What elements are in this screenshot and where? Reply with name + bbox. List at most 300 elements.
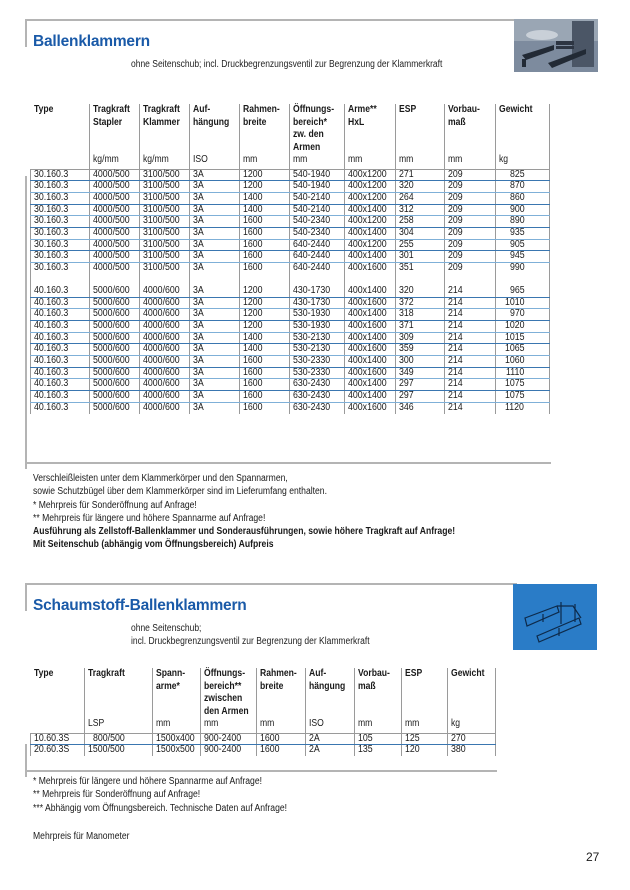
table-cell (240, 356, 290, 368)
table-row (31, 192, 550, 204)
column-header-label: Tragkraft (143, 104, 180, 115)
column-header-label: zw. den (293, 129, 324, 140)
column-unit: mm (448, 154, 463, 165)
section-title-bale-clamps: Ballenklammern (33, 33, 150, 50)
cell-value: 5000/600 (93, 319, 130, 331)
table-cell (31, 367, 90, 379)
table-cell (240, 216, 290, 228)
cell-value: 351 (399, 262, 415, 274)
cell-value: 264 (399, 191, 415, 203)
column-header-label (358, 706, 396, 719)
column-header-label: Vorbau- (448, 104, 481, 115)
table-cell (345, 204, 396, 216)
table-frame-line (25, 744, 27, 772)
cell-value: 4000/600 (143, 284, 180, 296)
cell-value: 214 (448, 331, 464, 343)
cell-value: 870 (510, 180, 525, 192)
cell-value: 530-1930 (293, 308, 331, 320)
cell-value: 1065 (504, 343, 525, 355)
column-header-label (499, 142, 542, 155)
cell-value: 5000/600 (93, 296, 130, 308)
table-cell (396, 344, 445, 356)
cell-value: 1400 (243, 343, 263, 355)
cell-value: 5000/600 (93, 401, 130, 413)
table-cell (396, 181, 445, 193)
table-cell (140, 367, 190, 379)
table-cell (189, 228, 239, 240)
bale-clamp-photo (514, 19, 598, 72)
cell-value: 258 (399, 215, 415, 227)
cell-value: 214 (448, 390, 464, 402)
table-cell (140, 402, 190, 413)
cell-value: 1060 (504, 355, 525, 367)
table-cell (31, 192, 90, 204)
cell-value: 4000/500 (93, 227, 130, 239)
cell-value: 400x1400 (348, 331, 387, 343)
table-cell (495, 286, 549, 297)
column-header-label: Gewicht (450, 668, 485, 679)
cell-value: 209 (448, 250, 464, 262)
table-cell (445, 309, 495, 321)
cell-value: 3A (192, 390, 204, 402)
cell-value: 40.160.3 (34, 331, 69, 343)
table-cell (495, 192, 549, 204)
table-cell (495, 391, 549, 403)
table-cell (257, 745, 306, 756)
table-cell (495, 402, 549, 413)
column-header-label: Armen (293, 141, 321, 153)
cell-value: 4000/500 (93, 191, 130, 203)
column-header-label (451, 706, 489, 719)
cell-value: 540-2140 (293, 203, 331, 215)
column-header-label (399, 117, 438, 130)
cell-value: 530-2130 (293, 343, 331, 355)
column-unit: kg/mm (93, 154, 119, 165)
table-frame-line (25, 176, 27, 464)
table-cell (84, 745, 152, 756)
table-cell (354, 745, 402, 756)
cell-value: 297 (399, 378, 415, 390)
cell-value: 825 (510, 168, 525, 180)
table-cell (90, 228, 140, 240)
cell-value: 209 (448, 180, 464, 192)
cell-value: 349 (399, 366, 415, 378)
cell-value: 640-2440 (293, 250, 331, 262)
table-cell (345, 169, 396, 181)
cell-value: 3A (192, 180, 204, 192)
column-header-label (451, 693, 489, 706)
table-cell (445, 239, 495, 251)
cell-value: 530-2330 (293, 366, 331, 378)
column-header-label (34, 693, 77, 706)
table-cell (90, 402, 140, 413)
column-header-label (34, 706, 77, 719)
column-header-label: maß (448, 116, 467, 128)
column-unit (34, 718, 77, 731)
table-cell (90, 263, 140, 274)
cell-value: 1600 (243, 390, 263, 402)
table-cell (31, 181, 90, 193)
table-row (31, 356, 550, 368)
table-row (31, 391, 550, 403)
cell-value: 320 (399, 284, 415, 296)
table-row (31, 169, 550, 181)
table-cell (495, 251, 549, 263)
cell-value: 105 (357, 732, 373, 744)
cell-value: 5000/600 (93, 331, 130, 343)
column-header-label (399, 129, 438, 142)
table-cell (290, 320, 345, 332)
column-header (495, 104, 549, 169)
column-header-label: Vorbau- (357, 668, 390, 679)
cell-value: 3A (192, 262, 204, 274)
table-cell (290, 239, 345, 251)
cell-value: 400x1200 (348, 180, 387, 192)
cell-value: 3A (192, 284, 204, 296)
cell-value: 214 (448, 401, 464, 413)
cell-value: 3A (192, 250, 204, 262)
table-row (31, 228, 550, 240)
table-cell (140, 239, 190, 251)
table-cell (90, 286, 140, 297)
cell-value: 935 (510, 227, 525, 239)
column-header-label (243, 129, 283, 142)
cell-value: 965 (510, 284, 525, 296)
cell-value: 4000/600 (143, 308, 180, 320)
column-header (140, 104, 190, 169)
column-header (240, 104, 290, 169)
cell-value: 3A (192, 238, 204, 250)
column-header-label (88, 681, 143, 694)
cell-value: 2A (308, 732, 320, 744)
cell-value: 4000/600 (143, 319, 180, 331)
table-cell (140, 356, 190, 368)
table-cell (345, 379, 396, 391)
cell-value: 40.160.3 (34, 308, 69, 320)
footnote: ** Mehrpreis für Sonderöffnung auf Anfrage! (33, 789, 201, 801)
cell-value: 4000/600 (143, 366, 180, 378)
table-cell (290, 402, 345, 413)
table-cell (90, 204, 140, 216)
table-cell (495, 320, 549, 332)
cell-value: 209 (448, 191, 464, 203)
table-cell (345, 216, 396, 228)
table-cell (290, 192, 345, 204)
table-cell (140, 332, 190, 344)
table-cell (189, 239, 239, 251)
cell-value: 3A (192, 343, 204, 355)
footnote: Ausführung als Zellstoff-Ballenklammer und Sonderausführungen, sowie höhere Tragkraft auf Anfrage! (33, 526, 456, 538)
column-header-label (499, 117, 542, 130)
table-cell (31, 745, 85, 756)
column-header-label (143, 129, 182, 142)
table-cell (396, 263, 445, 274)
table-cell (396, 204, 445, 216)
column-unit: mm (204, 718, 219, 729)
column-header-label (88, 706, 143, 719)
column-header-label (348, 129, 389, 142)
table-cell (445, 356, 495, 368)
table-cell (240, 169, 290, 181)
cell-value: 1200 (243, 168, 263, 180)
table-cell (140, 286, 190, 297)
table-cell (240, 228, 290, 240)
column-header-label (499, 129, 542, 142)
column-header-label: breite (243, 116, 267, 128)
footnote: * Mehrpreis für Sonderöffnung auf Anfrage! (33, 499, 197, 511)
column-header (345, 104, 396, 169)
page-number: 27 (586, 850, 600, 864)
cell-value: 309 (399, 331, 415, 343)
foam-clamps-notes (33, 775, 328, 815)
cell-value: 214 (448, 366, 464, 378)
cell-value: 40.160.3 (34, 390, 69, 402)
cell-value: 540-2140 (293, 191, 331, 203)
table-cell (445, 332, 495, 344)
cell-value: 1600 (260, 744, 280, 756)
section-title-foam-clamps: Schaumstoff-Ballenklammern (33, 597, 247, 614)
footnote: * Mehrpreis für längere und höhere Spannarme auf Anfrage! (33, 776, 263, 787)
cell-value: 5000/600 (93, 355, 130, 367)
table-cell (90, 216, 140, 228)
cell-value: 346 (399, 401, 415, 413)
foam-clamps-table (30, 668, 496, 756)
bale-clamps-table (30, 104, 550, 414)
table-cell (90, 192, 140, 204)
cell-value: 400x1200 (348, 168, 387, 180)
table-cell (345, 239, 396, 251)
cell-value: 30.160.3 (34, 168, 69, 180)
cell-value: 214 (448, 378, 464, 390)
cell-value: 3A (192, 378, 204, 390)
cell-value: 540-1940 (293, 168, 331, 180)
cell-value: 540-2340 (293, 215, 331, 227)
cell-value: 400x1400 (348, 284, 387, 296)
column-header-label (156, 706, 195, 719)
cell-value: 3A (192, 355, 204, 367)
cell-value: 4000/500 (93, 215, 130, 227)
cell-value: 209 (448, 203, 464, 215)
table-cell (90, 367, 140, 379)
table-cell (290, 391, 345, 403)
table-cell (90, 239, 140, 251)
table-cell (140, 263, 190, 274)
table-row (31, 216, 550, 228)
cell-value: 380 (450, 744, 466, 756)
cell-value: 4000/600 (143, 378, 180, 390)
cell-value: 400x1400 (348, 378, 387, 390)
table-cell (290, 263, 345, 274)
table-row (31, 402, 550, 413)
table-cell (240, 367, 290, 379)
table-cell (345, 228, 396, 240)
table-cell (140, 216, 190, 228)
cell-value: 270 (450, 732, 466, 744)
table-cell (31, 263, 90, 274)
table-cell (31, 320, 90, 332)
table-cell (396, 367, 445, 379)
column-header-label: Tragkraft (93, 104, 130, 115)
cell-value: 540-1940 (293, 180, 331, 192)
table-cell (445, 228, 495, 240)
table-cell (189, 379, 239, 391)
table-cell (345, 192, 396, 204)
cell-value: 430-1730 (293, 296, 331, 308)
table-cell (290, 297, 345, 309)
cell-value: 30.160.3 (34, 238, 69, 250)
footnote: *** Abhängig vom Öffnungsbereich. Technische Daten auf Anfrage! (33, 802, 288, 814)
table-cell (290, 367, 345, 379)
table-cell (345, 263, 396, 274)
footnote: ** Mehrpreis für längere und höhere Spannarme auf Anfrage! (33, 512, 266, 524)
cell-value: 1600 (243, 355, 263, 367)
column-header-label (405, 693, 441, 706)
table-cell (201, 733, 257, 745)
table-cell (445, 344, 495, 356)
table-cell (31, 309, 90, 321)
table-cell (495, 297, 549, 309)
table-cell (396, 169, 445, 181)
cell-value: 890 (510, 215, 525, 227)
cell-value: 640-2440 (293, 238, 331, 250)
table-cell (495, 204, 549, 216)
table-cell (90, 181, 140, 193)
cell-value: 209 (448, 215, 464, 227)
table-cell (447, 733, 495, 745)
cell-value: 1400 (243, 191, 263, 203)
column-header (290, 104, 345, 169)
table-cell (189, 402, 239, 413)
cell-value: 530-2130 (293, 331, 331, 343)
cell-value: 400x1600 (348, 319, 387, 331)
table-cell (90, 356, 140, 368)
section-subtitle-foam-clamps-line1: ohne Seitenschub; (131, 623, 202, 634)
column-header (152, 668, 201, 733)
table-cell (189, 216, 239, 228)
table-cell (495, 379, 549, 391)
column-header-label (358, 693, 396, 706)
column-header-label (34, 117, 82, 130)
cell-value: 40.160.3 (34, 343, 69, 355)
cell-value: 2A (308, 744, 320, 756)
table-cell (290, 309, 345, 321)
table-cell (445, 402, 495, 413)
cell-value: 400x1400 (348, 355, 387, 367)
table-cell (445, 192, 495, 204)
table-cell (189, 263, 239, 274)
table-cell (31, 251, 90, 263)
column-header (354, 668, 402, 733)
column-unit: LSP (87, 718, 105, 729)
table-cell (90, 344, 140, 356)
table-cell (189, 192, 239, 204)
column-header-label (309, 693, 347, 706)
table-cell (290, 379, 345, 391)
table-cell (140, 309, 190, 321)
table-cell (240, 192, 290, 204)
column-header-label (88, 693, 143, 706)
table-cell (189, 251, 239, 263)
column-header-label: HxL (348, 116, 365, 128)
cell-value: 1200 (243, 308, 263, 320)
cell-value: 301 (399, 250, 415, 262)
column-header-label: Spann- (155, 668, 185, 679)
cell-value: 1600 (243, 366, 263, 378)
cell-value: 900 (510, 203, 525, 215)
table-cell (240, 332, 290, 344)
cell-value: 5000/600 (93, 390, 130, 402)
cell-value: 400x1600 (348, 296, 387, 308)
table-cell (290, 344, 345, 356)
column-header-label: breite (260, 680, 284, 692)
cell-value: 1400 (243, 203, 263, 215)
cell-value: 3A (192, 296, 204, 308)
cell-value: 900-2400 (204, 732, 242, 744)
cell-value: 3100/500 (143, 215, 180, 227)
column-unit: kg (498, 154, 508, 165)
cell-value: 990 (510, 262, 525, 274)
cell-value: 40.160.3 (34, 284, 69, 296)
cell-value: 1600 (243, 215, 263, 227)
cell-value: 30.160.3 (34, 262, 69, 274)
cell-value: 1020 (504, 319, 525, 331)
cell-value: 4000/600 (143, 343, 180, 355)
column-header (257, 668, 306, 733)
column-header-label: Öffnungs- (293, 104, 335, 115)
table-cell (345, 251, 396, 263)
cell-value: 945 (510, 250, 525, 262)
cell-value: 30.160.3 (34, 203, 69, 215)
cell-value: 3A (192, 168, 204, 180)
table-cell (189, 344, 239, 356)
column-header (396, 104, 445, 169)
column-header (305, 668, 354, 733)
column-header-label: hängung (192, 116, 230, 128)
table-cell (445, 263, 495, 274)
table-cell (495, 169, 549, 181)
cell-value: 1110 (506, 366, 525, 378)
table-cell (240, 204, 290, 216)
footnote: sowie Schutzbügel über dem Klammerkörper sind im Lieferumfang enthalten. (33, 486, 327, 498)
table-cell (140, 169, 190, 181)
cell-value: 1600 (243, 227, 263, 239)
table-cell (189, 320, 239, 332)
column-header-label (34, 142, 82, 155)
table-cell (445, 286, 495, 297)
column-header (445, 104, 495, 169)
column-header-label (260, 693, 298, 706)
cell-value: 1600 (243, 401, 263, 413)
bale-clamps-notes (33, 472, 524, 552)
cell-value: 209 (448, 227, 464, 239)
table-cell (402, 745, 447, 756)
cell-value: 125 (405, 732, 421, 744)
table-cell (396, 216, 445, 228)
table-row (31, 379, 550, 391)
column-header (31, 104, 90, 169)
table-cell (31, 356, 90, 368)
table-cell (31, 239, 90, 251)
table-cell (31, 733, 85, 745)
table-cell (189, 286, 239, 297)
table-cell (140, 204, 190, 216)
cell-value: 320 (399, 180, 415, 192)
cell-value: 4000/500 (93, 168, 130, 180)
cell-value: 209 (448, 168, 464, 180)
column-unit: mm (260, 718, 275, 729)
table-cell (189, 204, 239, 216)
column-header-label: arme* (155, 680, 180, 692)
